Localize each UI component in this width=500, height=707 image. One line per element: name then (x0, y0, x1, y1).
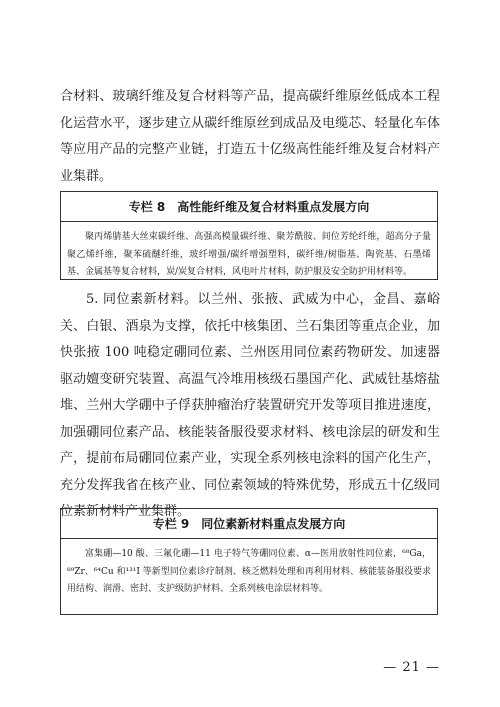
column-box-8-number: 专栏 8 (128, 200, 166, 214)
column-box-9-number: 专栏 9 (152, 517, 190, 531)
column-box-8-header (61, 192, 437, 222)
column-box-9-body: 富集硼—10 酸、三氟化硼—11 电子特气等硼同位素、α—医用放射性同位素，⁶⁸Ga，⁸⁹Zr、⁶⁴Cu 和¹³¹I 等新型同位素诊疗制剂、核乏燃料处理和再利用材料、核能装备服役要求用结构、润滑、密封、支护级防护材料、全系列核电涂层材料等。 (67, 549, 431, 594)
column-box-9-title: 同位素新材料重点发展方向 (201, 517, 346, 531)
column-box-9-header (61, 509, 437, 539)
column-box-8 (60, 191, 438, 280)
paragraph-isotope: 5. 同位素新材料。以兰州、张掖、武威为中心，金昌、嘉峪关、白银、酒泉为支撑，依托中核集团、兰石集团等重点企业，加快张掖 100 吨稳定硼同位素、兰州医用同位素药物研发、加速器驱动嬗变研究装置、高温气冷堆用核级石墨国产化、武威钍基熔盐堆、兰州大学硼中子俘获肿瘤治疗装置研究开发等项目推进速度，加强硼同位素产品、核能装备服役要求材料、核电涂层的研发和生产，提前布局硼同位素产业，实现全系列核电涂料的国产化生产，充分发挥我省在核产业、同位素领域的特殊优势，形成五十亿级同位素新材料产业集群。 (60, 292, 440, 519)
page-number: — 21 — (383, 660, 440, 675)
paragraph-intro: 合材料、玻璃纤维及复合材料等产品，提高碳纤维原丝低成本工程化运营水平，逐步建立从碳纤维原丝到成品及电缆芯、轻量化车体等应用产品的完整产业链，打造五十亿级高性能纤维及复合材料产业集群。 (60, 89, 440, 184)
column-box-9 (60, 508, 438, 615)
column-box-8-body: 聚丙烯腈基大丝束碳纤维、高强高模量碳纤维、聚芳酰胺、间位芳纶纤维，超高分子量聚乙烯纤维，聚苯硫醚纤维，玻纤增强/碳纤增强塑料，碳纤维/树脂基、陶瓷基、石墨烯基、金属基等复合材料，炭/炭复合材料，风电叶片材料，防护服及安全防护用材料等。 (67, 232, 431, 277)
column-box-8-title: 高性能纤维及复合材料重点发展方向 (177, 200, 370, 214)
